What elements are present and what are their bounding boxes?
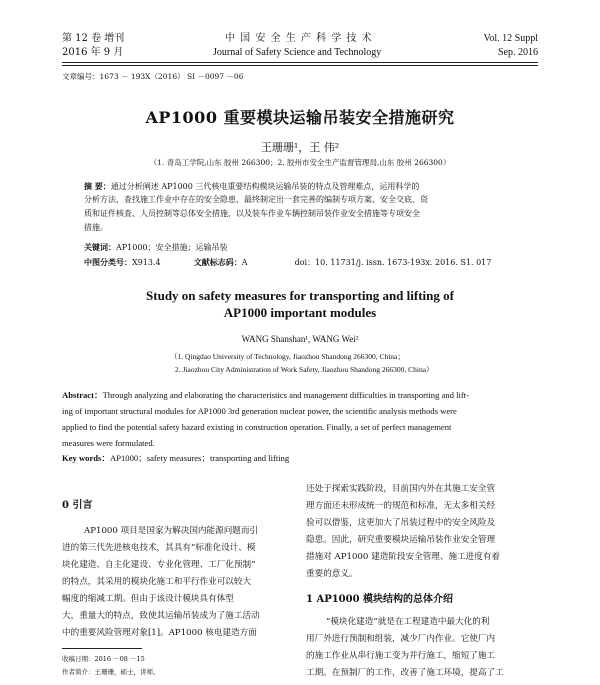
received-date: 收稿日期：2016 －08 －15 xyxy=(62,655,145,663)
abstract-cn-label: 摘 要： xyxy=(84,181,111,191)
body-line: 理方面还未形成统一的规范和标准，无太多相关经 xyxy=(306,501,496,511)
body-line: “模块化建造”就是在工程建造中最大化的利 xyxy=(326,617,490,627)
header-rule-thin xyxy=(62,65,538,66)
abstract-cn-text: 通过分析阐述 AP1000 三代核电重要结构模块运输吊装的特点及管理难点，运用科学的 xyxy=(110,182,420,191)
body-line: 隐患。因此，研究重要模块运输吊装作业安全管理 xyxy=(306,535,496,545)
section-heading: 1 AP1000 模块结构的总体介绍 xyxy=(306,594,454,605)
keywords-en xyxy=(62,452,289,465)
abstract-cn-line xyxy=(84,180,419,193)
page-title: AP1000 重要模块运输吊装安全措施研究 xyxy=(145,108,455,127)
body-line: 验可以借鉴，这更加大了吊装过程中的安全风险及 xyxy=(306,518,496,528)
body-line: 幅度的缩减工期。但由于该设计模块具有体型 xyxy=(62,594,234,604)
keywords-cn xyxy=(84,241,228,254)
body-line: 重要的意义。 xyxy=(306,569,358,579)
doi-value: 10. 11731/j. issn. 1673-193x. 2016. S1. 017 xyxy=(315,258,492,267)
authors-cn: 王珊珊¹，王 伟² xyxy=(260,141,340,154)
clc-value: X913.4 xyxy=(132,258,161,267)
body-line: 块化建造、自主化建设、专业化管理、工厂化预制” xyxy=(62,560,256,570)
date-en: Sep. 2016 xyxy=(498,47,538,58)
abstract-en-text: Through analyzing and elaborating the characteristics and management difficulties in transporting and lift- xyxy=(102,390,469,400)
affiliation-en: 2. Jiaozhou City Administration of Work Safety, Jiaozhou Shandong 266300, China） xyxy=(175,365,434,374)
doi-label: doi： xyxy=(294,258,316,267)
keywords-cn-label: 关键词： xyxy=(84,242,116,252)
abstract-cn-line: 措施。 xyxy=(84,223,108,232)
article-number: 文章编号：1673 － 193X（2016） SI －0097 －06 xyxy=(62,72,244,81)
keywords-en-text: AP1000；safety measures；transporting and lifting xyxy=(109,453,290,463)
body-line: 的施工作业从串行施工变为并行施工，缩短了施工 xyxy=(306,651,496,661)
doc-code-label: 文献标志码： xyxy=(193,257,242,267)
volume-en: Vol. 12 Suppl xyxy=(483,33,538,44)
journal-name-en: Journal of Safety Science and Technology xyxy=(213,47,382,58)
affiliation-cn: （1. 青岛工学院,山东 胶州 266300；2. 胶州市安全生产监督管理局,山东 胶州 266300） xyxy=(149,158,451,167)
affiliation-en: （1. Qingdao University of Technology, Jiaozhou Shandong 266300, China； xyxy=(170,352,405,361)
body-line: 用厂外进行预制和组装，减少厂内作业。它使厂内 xyxy=(306,634,496,644)
issue-date: 2016 年 9 月 xyxy=(62,47,124,58)
classification-row xyxy=(84,256,491,269)
footnote-rule xyxy=(62,648,142,649)
body-line: 工期。在预制厂的工作，改善了施工环境，提高了工 xyxy=(306,668,504,678)
body-line: 还处于探索实践阶段，目前国内外在其施工安全管 xyxy=(306,484,496,494)
header-rule-thick xyxy=(62,62,538,63)
abstract-cn-line: 质和证件核查、人员控制等总体安全措施，以及装车作业车辆控制吊装作业安全措施等专项安全 xyxy=(84,209,420,218)
body-line: AP1000 项目是国家为解决国内能源问题而引 xyxy=(84,526,259,536)
clc-label: 中图分类号： xyxy=(84,257,132,267)
body-line: 中的重要风险管理对象[1]。AP1000 核电建造方面 xyxy=(62,628,257,638)
abstract-en-line: measures were formulated. xyxy=(62,438,155,448)
body-line: 措施对 AP1000 建造阶段安全管理、施工进度有着 xyxy=(306,552,501,562)
keywords-cn-text: AP1000；安全措施；运输吊装 xyxy=(116,243,228,252)
title-en-line: Study on safety measures for transporting and lifting of xyxy=(146,288,454,303)
journal-name-cn: 中 国 安 全 生 产 科 学 技 术 xyxy=(225,33,373,44)
abstract-en-line xyxy=(62,389,469,402)
abstract-cn-line: 分析方法，查找施工作业中存在的安全隐患，最终制定出一套完善的编制专项方案、安全交底、资 xyxy=(84,195,428,204)
abstract-en-line: applied to find the potential safety hazard existing in construction operation. Finally, a set of perfect management xyxy=(62,422,452,432)
body-line: 的特点，其采用的模块化施工和平行作业可以较大 xyxy=(62,577,252,587)
abstract-en-label: Abstract： xyxy=(62,390,103,400)
author-intro: 作者简介：王珊珊，硕士，讲师。 xyxy=(62,668,160,676)
section-heading: 0 引言 xyxy=(62,500,93,511)
keywords-en-label: Key words： xyxy=(62,453,110,463)
title-en-line: AP1000 important modules xyxy=(223,305,377,320)
abstract-en-line: ing of important structural modules for AP1000 3rd generation nuclear power, the scientific analysis methods were xyxy=(62,406,457,416)
body-line: 大，重量大的特点，致使其运输吊装成为了施工活动 xyxy=(62,611,260,621)
volume-issue: 第 12 卷 增刊 xyxy=(62,33,125,44)
body-line: 进的第三代先进核电技术，其具有“标准化设计、模 xyxy=(62,543,256,553)
authors-en: WANG Shanshan¹, WANG Wei² xyxy=(241,334,359,344)
doc-code-value: A xyxy=(241,258,248,267)
